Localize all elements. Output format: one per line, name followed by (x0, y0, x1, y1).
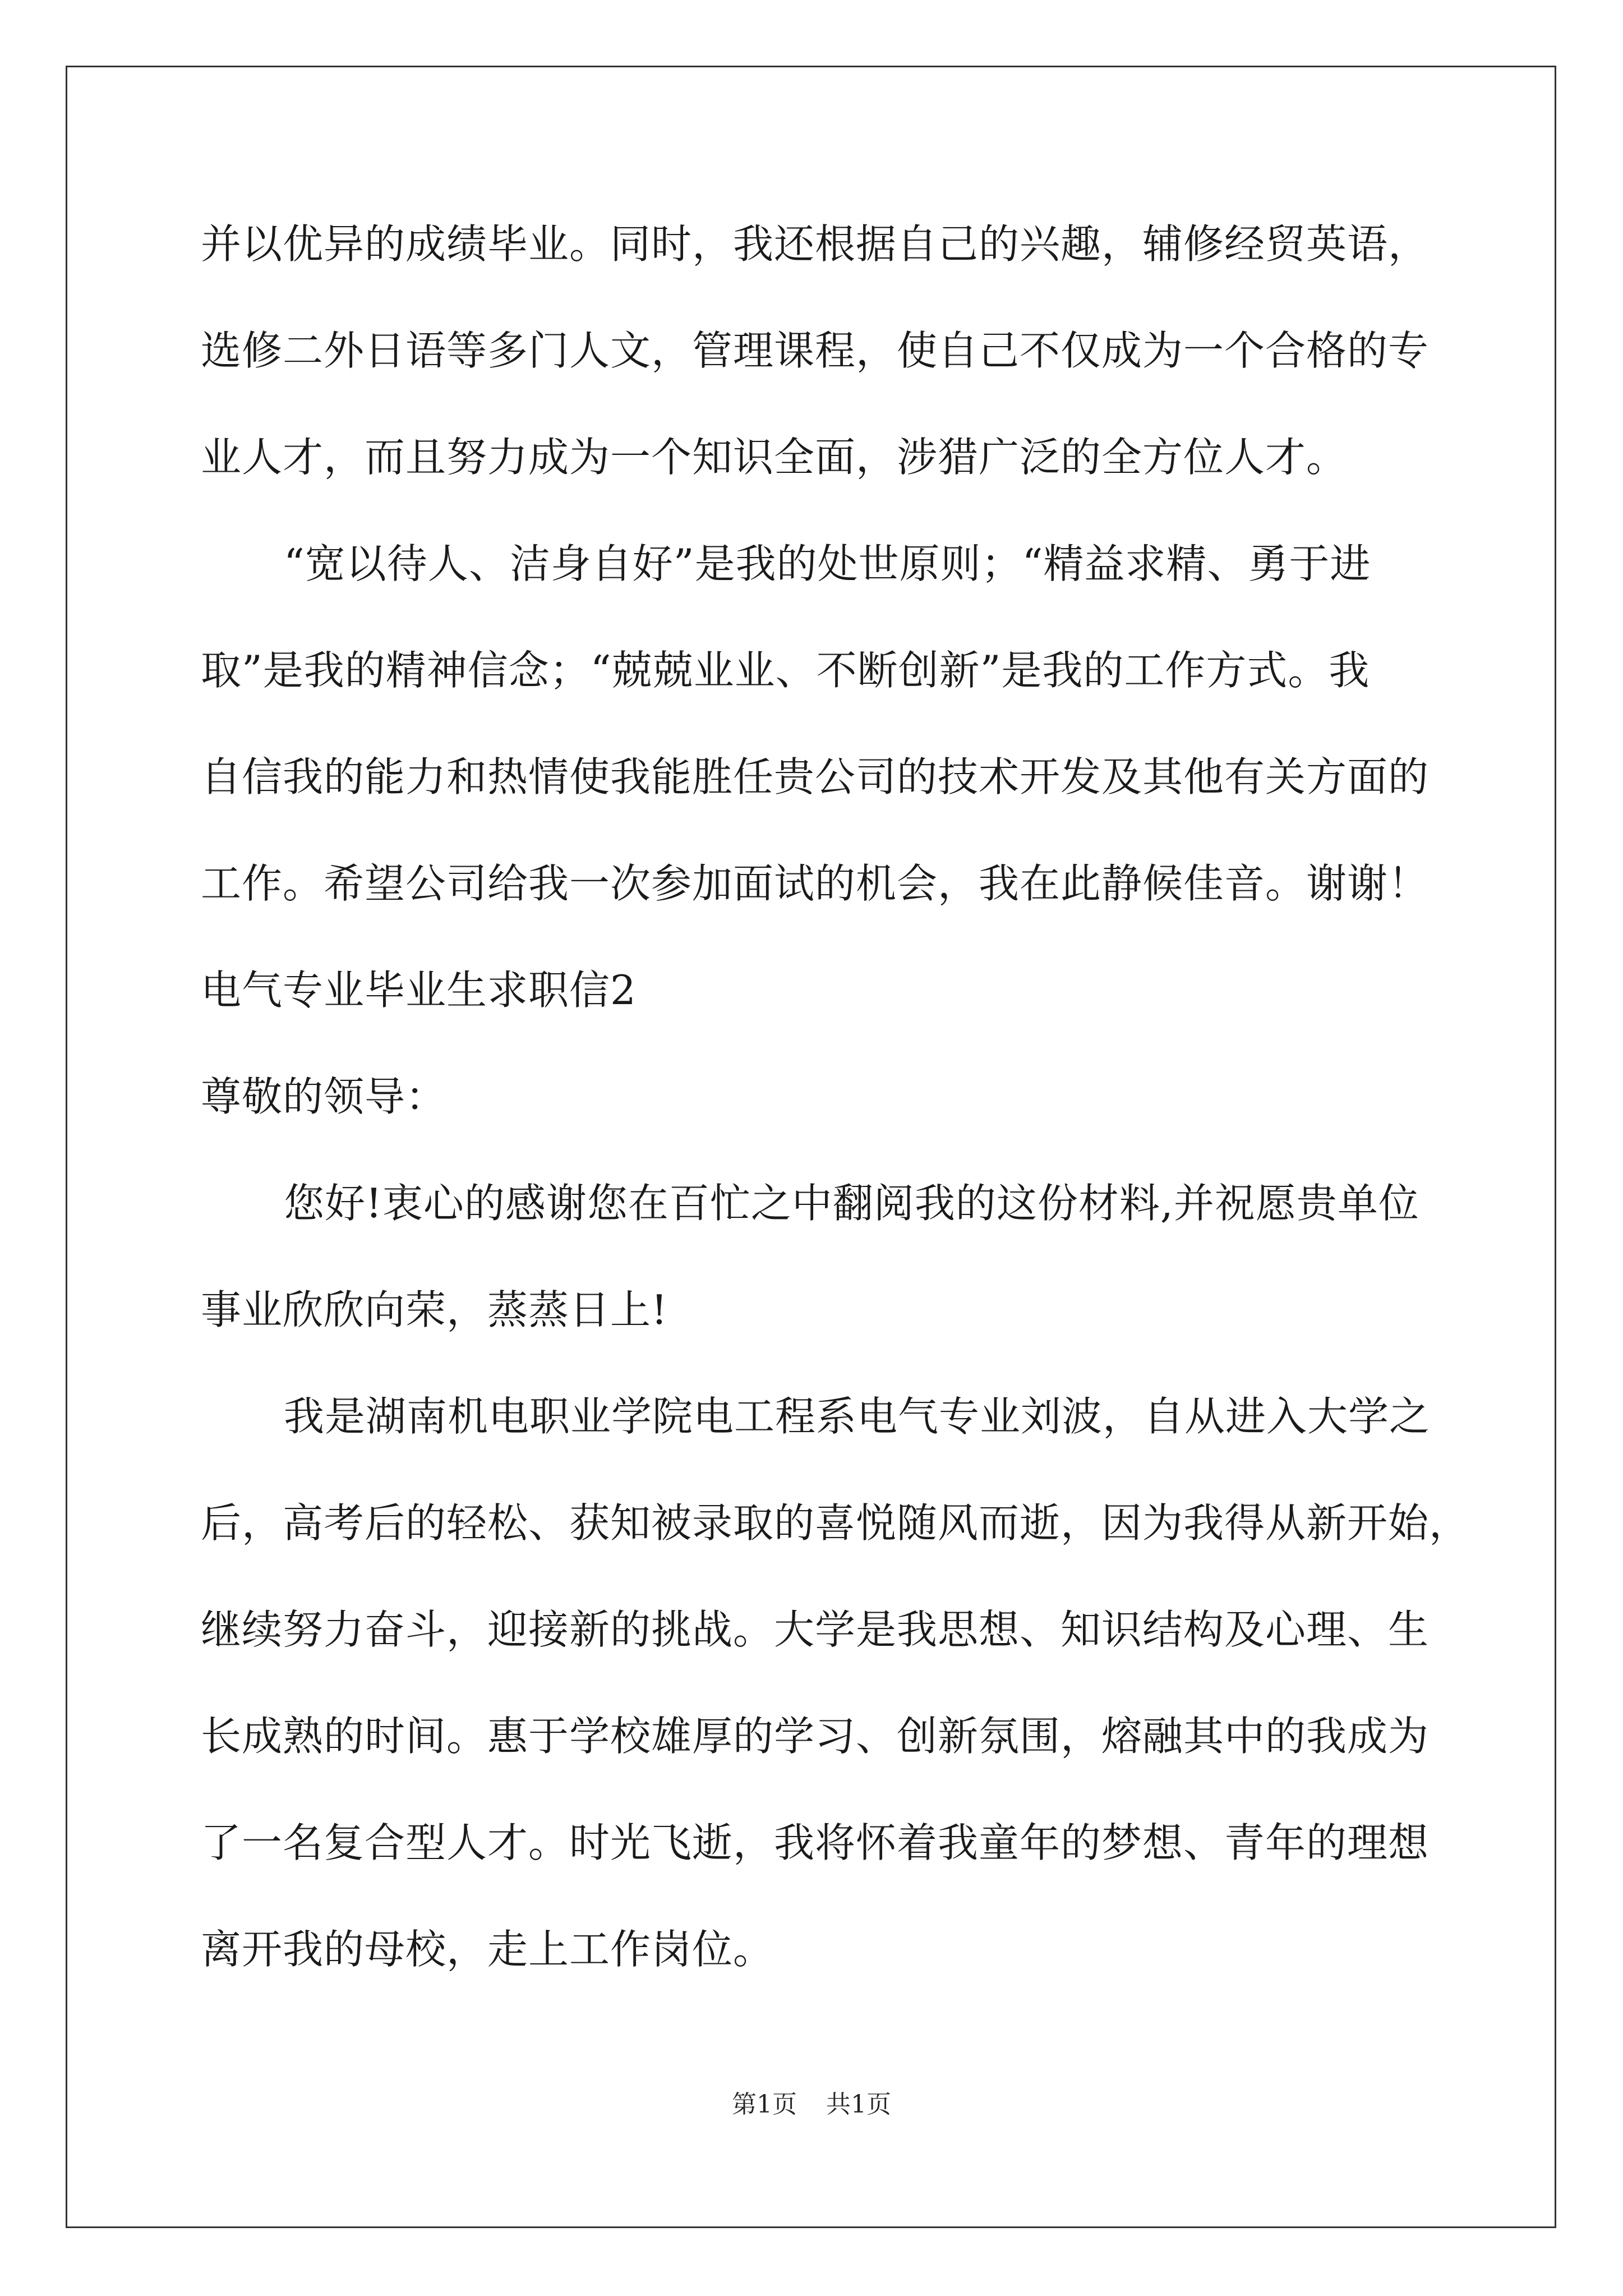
text-line: 您好!衷心的感谢您在百忙之中翻阅我的这份材料,并祝愿贵单位 (284, 1180, 1419, 1227)
text-line: 电气专业毕业生求职信2 (201, 967, 637, 1014)
page-footer (0, 2084, 1623, 2120)
page-number: 第1页 (732, 2090, 797, 2119)
text-line: 工作。希望公司给我一次参加面试的机会，我在此静候佳音。谢谢！ (201, 860, 1430, 907)
text-line: 后，高考后的轻松、获知被录取的喜悦随风而逝，因为我得从新开始， (201, 1499, 1470, 1547)
text-line: 业人才，而且努力成为一个知识全面，涉猎广泛的全方位人才。 (201, 434, 1348, 481)
text-line: 尊敬的领导： (201, 1073, 447, 1120)
text-line: 离开我的母校，走上工作岗位。 (201, 1926, 774, 1973)
page-total: 共1页 (826, 2090, 891, 2119)
text-line: 了一名复合型人才。时光飞逝，我将怀着我童年的梦想、青年的理想 (201, 1819, 1430, 1866)
text-line: “宽以待人、洁身自好”是我的处世原则；“精益求精、勇于进 (284, 540, 1371, 587)
document-body (201, 191, 1470, 2003)
text-line: 事业欣欣向荣，蒸蒸日上! (201, 1286, 668, 1333)
text-line: 继续努力奋斗，迎接新的挑战。大学是我思想、知识结构及心理、生 (201, 1606, 1430, 1653)
text-line: 长成熟的时间。惠于学校雄厚的学习、创新氛围，熔融其中的我成为 (201, 1713, 1430, 1760)
text-line: 并以优异的成绩毕业。同时，我还根据自己的兴趣，辅修经贸英语， (201, 220, 1430, 268)
text-line: 取”是我的精神信念；“兢兢业业、不断创新”是我的工作方式。我 (201, 647, 1370, 694)
text-line: 我是湖南机电职业学院电工程系电气专业刘波，自从进入大学之 (284, 1393, 1431, 1440)
text-line: 自信我的能力和热情使我能胜任贵公司的技术开发及其他有关方面的 (201, 753, 1430, 800)
text-line: 选修二外日语等多门人文，管理课程，使自己不仅成为一个合格的专 (201, 327, 1430, 374)
